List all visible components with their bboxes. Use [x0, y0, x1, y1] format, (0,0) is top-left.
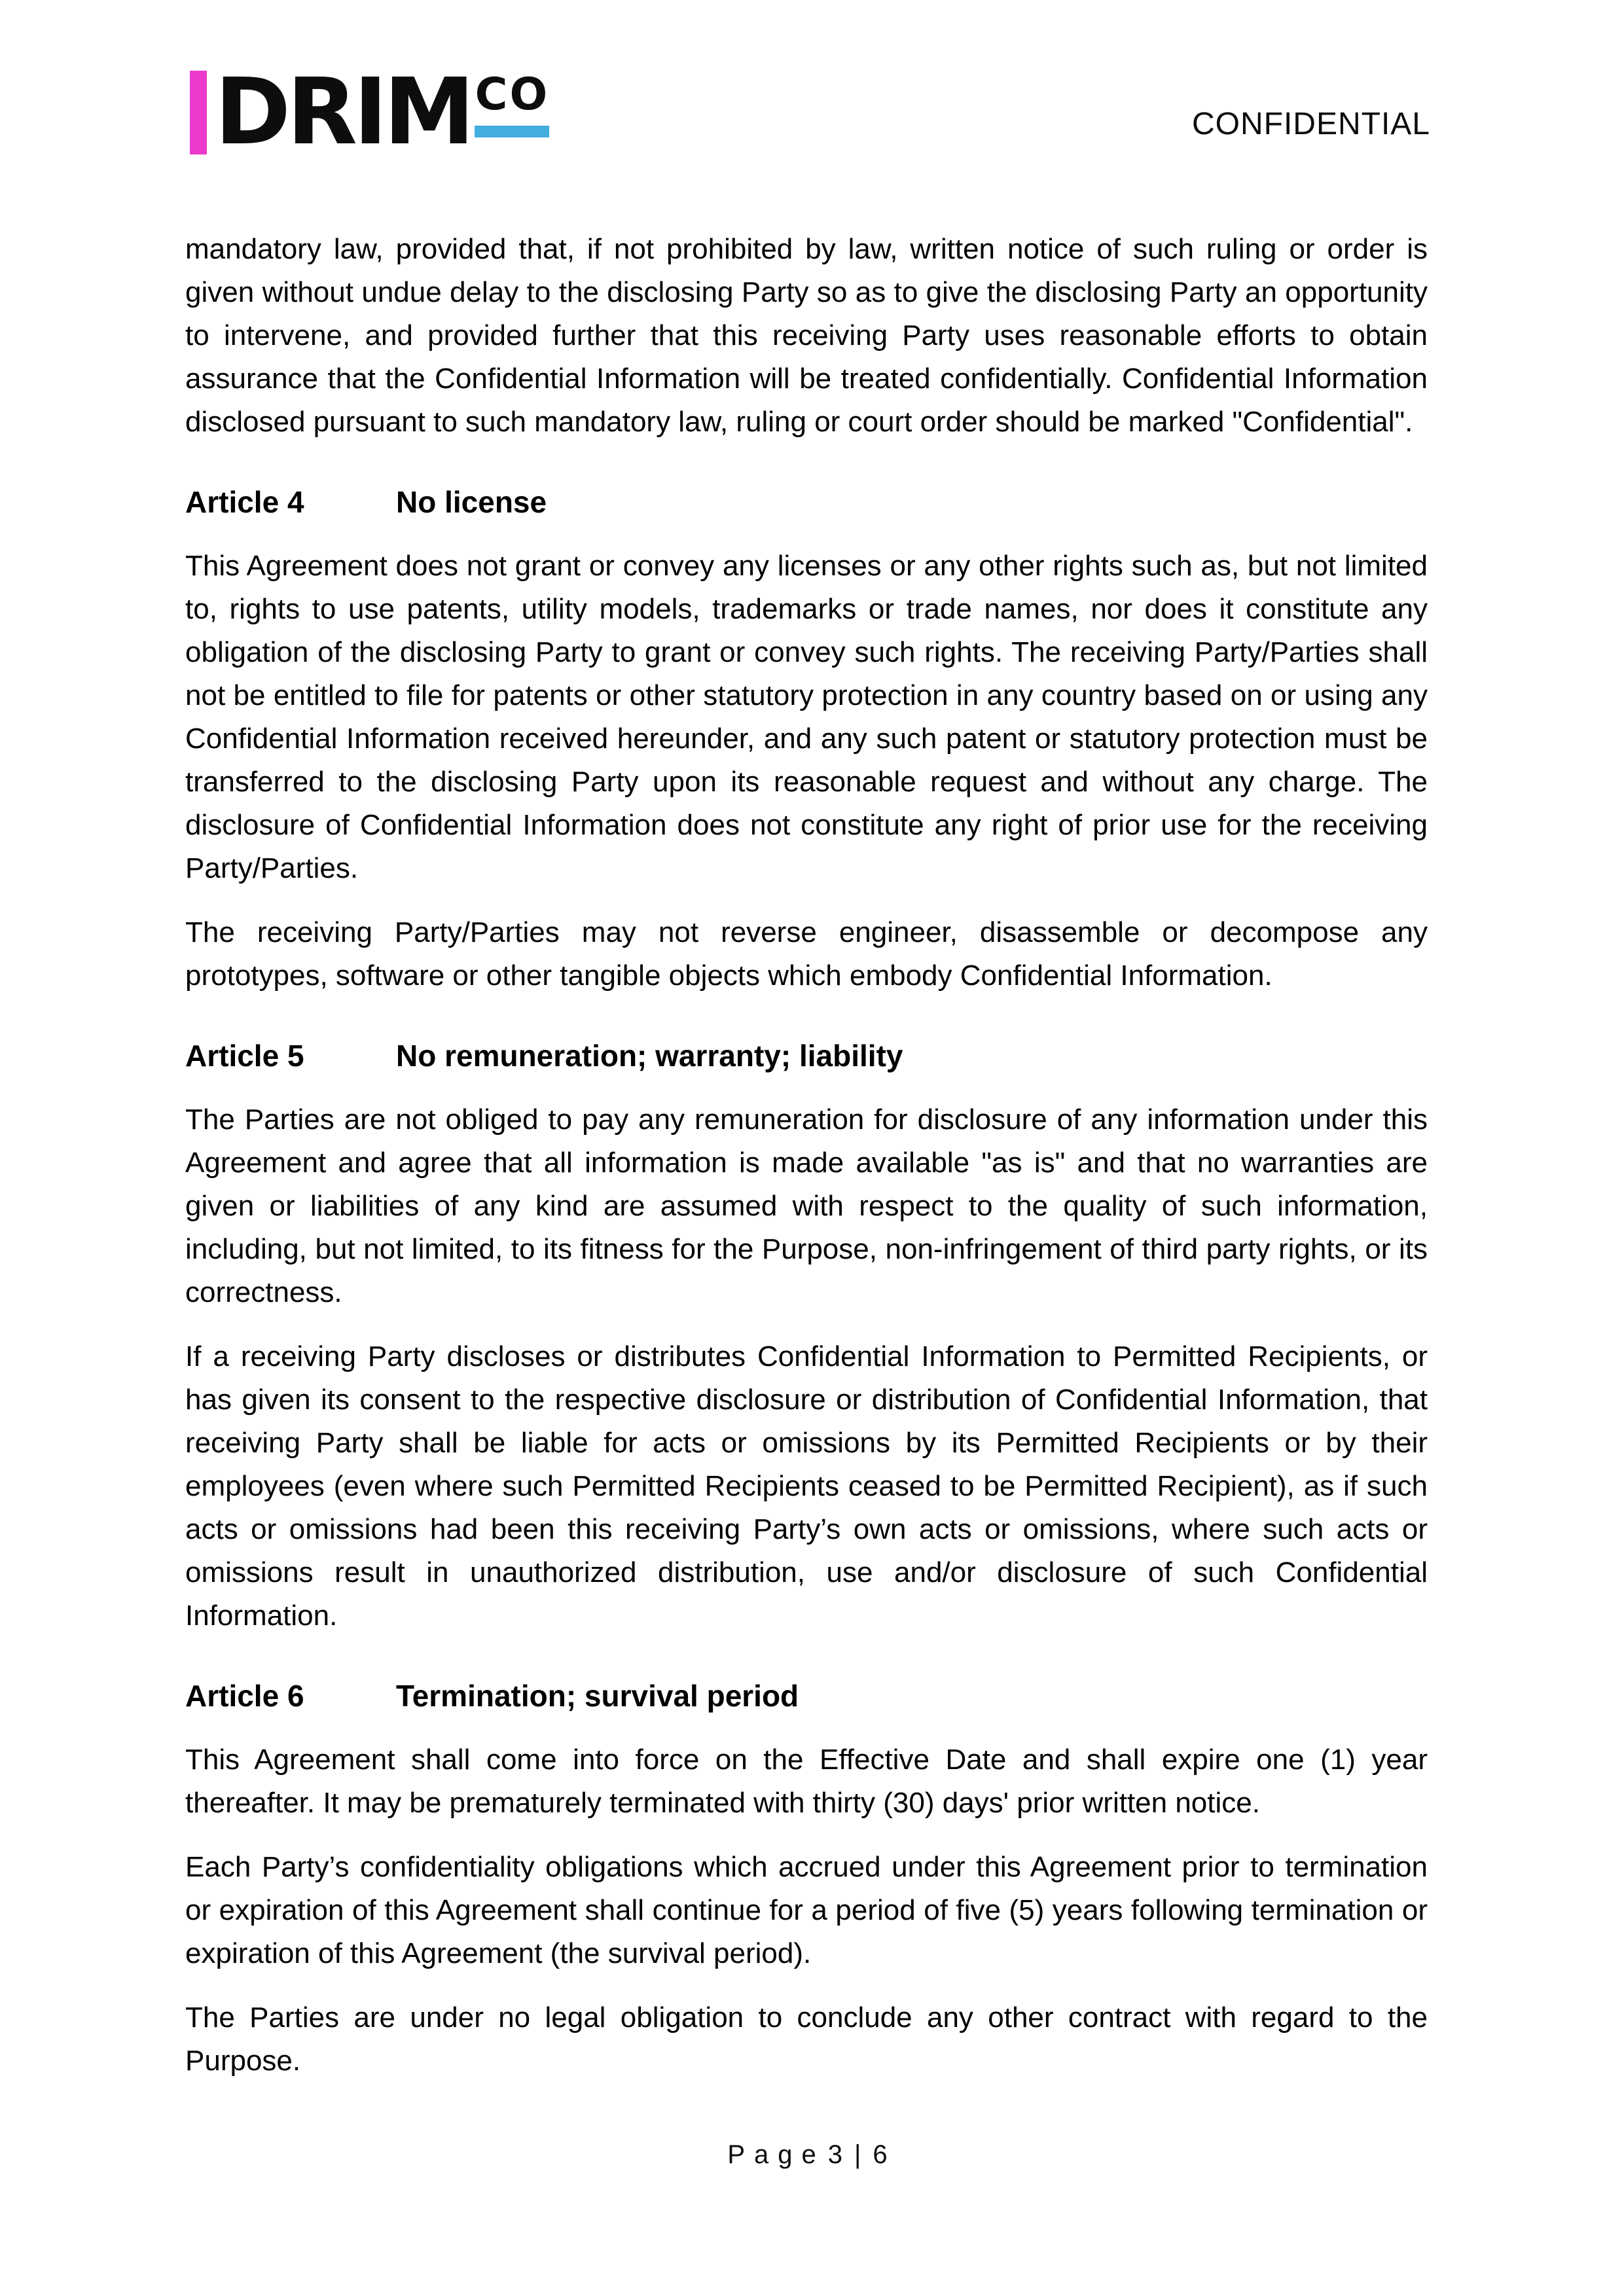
page-header [190, 59, 1430, 166]
footer-total-pages: 6 [873, 2140, 897, 2169]
logo-suffix: CO [475, 69, 550, 120]
paragraph: If a receiving Party discloses or distributes Confidential Information to Permitted Recipients, or has given its consent to the respective disclosure or distribution of Confidential Information, that receiving Party shall be liable for acts or omissions by its Permitted Recipients or by their employees (even where such Permitted Recipients ceased to be Permitted Recipient), as if such acts or omissions had been this receiving Party’s own acts or omissions, where such acts or omissions result in unauthorized distribution, use and/or disclosure of such Confidential Information. [185, 1340, 1428, 1632]
page-footer [0, 2139, 1624, 2170]
article-title: Termination; survival period [396, 1679, 799, 1713]
intro-paragraph: mandatory law, provided that, if not prohibited by law, written notice of such ruling or order is given without undue delay to the disclosing Party so as to give the disclosing Party an opportunity to intervene, and provided further that this receiving Party uses reasonable efforts to obtain assurance that the Confidential Information will be treated confidentially. Confidential Information disclosed pursuant to such mandatory law, ruling or court order should be marked "Confidential". [185, 233, 1428, 438]
article-5-heading [185, 1034, 1428, 1077]
confidential-label: CONFIDENTIAL [1191, 107, 1430, 141]
logo-accent-bar-icon [190, 71, 207, 154]
article-number: Article 4 [185, 485, 304, 519]
paragraph: Each Party’s confidentiality obligations which accrued under this Agreement prior to termination or expiration of this Agreement shall continue for a period of five (5) years following termination or expiration of this Agreement (the survival period). [185, 1851, 1428, 1969]
article-number: Article 5 [185, 1039, 304, 1073]
footer-separator: | [854, 2140, 871, 2169]
article-title: No license [396, 485, 547, 519]
paragraph: The Parties are not obliged to pay any remuneration for disclosure of any information under this Agreement and agree that all information is made available "as is" and that no warranties are given or liabilities of any kind are assumed with respect to the quality of such information, including, but not limited, to its fitness for the Purpose, non-infringement of third party rights, or its correctness. [185, 1103, 1428, 1308]
footer-page-number: 3 [827, 2140, 852, 2169]
logo-underline-icon [475, 126, 549, 137]
drimco-logo [190, 59, 550, 166]
logo-suffix-block [475, 69, 550, 137]
document-body [185, 228, 1428, 2104]
paragraph: This Agreement shall come into force on the Effective Date and shall expire one (1) year thereafter. It may be prematurely terminated with thirty (30) days' prior written notice. [185, 1744, 1428, 1819]
article-4-heading [185, 480, 1428, 524]
logo-wordmark: DRIM [215, 59, 471, 166]
article-title: No remuneration; warranty; liability [396, 1039, 903, 1073]
paragraph: The receiving Party/Parties may not reverse engineer, disassemble or decompose any prototypes, software or other tangible objects which embody Confidential Information. [185, 916, 1428, 992]
paragraph: The Parties are under no legal obligation to conclude any other contract with regard to the Purpose. [185, 2001, 1428, 2077]
footer-page-label: Page [727, 2140, 825, 2169]
paragraph: This Agreement does not grant or convey any licenses or any other rights such as, but not limited to, rights to use patents, utility models, trademarks or trade names, nor does it constitute any obligation of the disclosing Party to grant or convey such rights. The receiving Party/Parties shall not be entitled to file for patents or other statutory protection in any country based on or using any Confidential Information received hereunder, and any such patent or statutory protection must be transferred to the disclosing Party upon its reasonable request and without any charge. The disclosure of Confidential Information does not constitute any right of prior use for the receiving Party/Parties. [185, 550, 1428, 884]
article-number: Article 6 [185, 1679, 304, 1713]
article-6-heading [185, 1674, 1428, 1717]
